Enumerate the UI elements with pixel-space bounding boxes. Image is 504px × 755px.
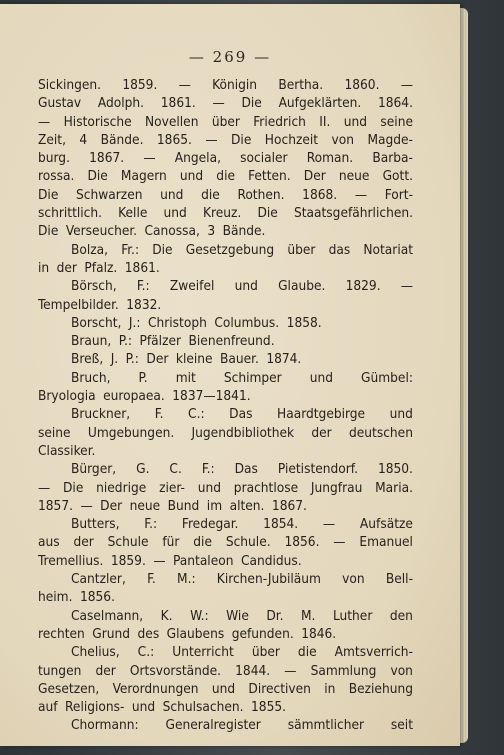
word: 1854.	[263, 516, 299, 533]
word: P.	[138, 369, 148, 386]
word: Pietistendorf.	[277, 461, 358, 478]
word: —	[400, 278, 413, 295]
word: Staatsgefährlichen.	[293, 205, 413, 222]
word: socialer	[240, 150, 288, 167]
word: Emanuel	[359, 534, 413, 551]
word: und	[343, 113, 368, 130]
text-line	[38, 588, 413, 606]
word: Zweifel	[169, 278, 215, 295]
text-line	[38, 698, 413, 716]
word: Glaubens	[166, 625, 225, 642]
word: Amtsverrich-	[334, 644, 413, 661]
word: Aufsätze	[359, 516, 413, 533]
word: Jungfrau	[310, 479, 363, 496]
word: die	[216, 168, 235, 185]
word: Bauer.	[220, 351, 259, 368]
word: und	[309, 369, 333, 386]
word: Der	[100, 497, 123, 514]
word: —	[284, 662, 297, 679]
word: K.	[160, 607, 173, 624]
word: Kirchen-Jubiläum	[216, 571, 321, 588]
text-line	[38, 296, 413, 314]
word: prachtlose	[233, 479, 299, 496]
page-text	[38, 76, 413, 735]
word: Schulsachen.	[162, 699, 244, 716]
word: 1856.	[284, 534, 320, 551]
word: —	[153, 552, 166, 569]
word: zier-	[159, 479, 185, 496]
word: 1832.	[126, 296, 162, 313]
text-line	[38, 241, 413, 259]
word: II.	[319, 113, 331, 130]
word: P.:	[118, 333, 133, 350]
word: 1860.	[344, 77, 380, 93]
word: Börsch,	[71, 278, 117, 295]
word: Gesetzen,	[38, 680, 100, 697]
word: und	[131, 699, 156, 716]
word: Bund	[167, 497, 200, 514]
word: Fr.:	[121, 241, 140, 258]
text-line	[38, 479, 413, 497]
word: F.:	[136, 278, 150, 295]
word: gefunden.	[231, 625, 294, 642]
word: neue	[129, 497, 161, 514]
word: Religions-	[65, 699, 125, 716]
text-line	[38, 607, 413, 625]
word: M.	[300, 607, 316, 624]
word: Kreuz.	[202, 205, 242, 222]
word: Jugendbibliothek	[191, 424, 295, 441]
word: auf	[38, 699, 58, 716]
word: Aufgeklärten.	[278, 95, 362, 112]
word: 1829.	[345, 278, 381, 295]
word: C.:	[137, 644, 155, 661]
word: in	[38, 259, 50, 276]
word: Chelius,	[71, 644, 120, 661]
word: —	[400, 77, 413, 93]
word: in	[324, 680, 336, 697]
word: Magde-	[367, 131, 413, 148]
word: 4	[79, 131, 88, 148]
word: F.	[154, 406, 164, 423]
word: Die	[38, 186, 59, 203]
word: Bertha.	[278, 77, 324, 93]
word: der	[56, 259, 77, 276]
word: der	[95, 662, 116, 679]
word: alten.	[229, 497, 265, 514]
word: Novellen	[145, 113, 199, 130]
text-line	[38, 460, 413, 478]
word: europaea.	[103, 388, 165, 405]
word: die	[201, 186, 220, 203]
word: neue	[338, 168, 370, 185]
word: 1859.	[110, 552, 146, 569]
text-line	[38, 643, 413, 661]
word: C.	[169, 461, 182, 478]
word: und	[234, 278, 258, 295]
text-line	[38, 625, 413, 643]
word: Hochzeit	[264, 131, 319, 148]
word: der	[311, 424, 332, 441]
word: Wie	[226, 607, 249, 624]
word: Fort-	[384, 186, 413, 203]
word: Beziehung	[348, 680, 413, 697]
word: Maria.	[375, 479, 413, 496]
word: von	[331, 131, 354, 148]
word: Glaube.	[278, 278, 326, 295]
word: Rothen.	[237, 186, 285, 203]
word: —	[38, 113, 51, 130]
word: Barba-	[372, 150, 413, 167]
word: 1837—1841.	[172, 388, 251, 405]
text-line	[38, 277, 413, 295]
word: 1868.	[302, 186, 338, 203]
word: Canossa,	[144, 223, 200, 240]
word: 1846.	[301, 625, 337, 642]
word: Bell-	[385, 571, 413, 588]
word: Cantzler,	[71, 571, 126, 588]
word: Der	[303, 168, 326, 185]
word: Sammlung	[310, 662, 377, 679]
word: tungen	[38, 662, 82, 679]
word: —	[322, 516, 336, 533]
word: Die	[257, 205, 278, 222]
word: —	[143, 150, 156, 167]
text-line	[38, 387, 413, 405]
word: Schimper	[223, 369, 282, 386]
word: Luther	[332, 607, 373, 624]
text-line	[38, 369, 413, 387]
word: Historische	[63, 113, 132, 130]
word: 1858.	[286, 314, 322, 331]
word: Sickingen.	[38, 77, 102, 93]
word: Pantaleon	[173, 552, 234, 569]
word: Der	[146, 351, 169, 368]
text-line	[38, 570, 413, 588]
text-line	[38, 94, 413, 112]
word: 1865.	[156, 131, 192, 148]
word: Bruch,	[71, 369, 111, 386]
word: 1859.	[122, 77, 158, 93]
word: Königin	[212, 77, 258, 93]
word: Roman.	[306, 150, 354, 167]
word: —	[178, 77, 191, 93]
word: Die	[231, 131, 252, 148]
word: Verordnungen	[112, 680, 199, 697]
word: die	[193, 534, 212, 551]
word: Directiven	[248, 680, 311, 697]
word: Gesetzgebung	[185, 241, 275, 258]
text-line	[38, 424, 413, 442]
word: Pfalz.	[84, 259, 118, 276]
word: aus	[38, 534, 60, 551]
word: F.:	[201, 461, 215, 478]
word: Braun,	[71, 333, 112, 350]
word: Bände.	[222, 223, 266, 240]
text-line	[38, 167, 413, 185]
word: des	[137, 625, 160, 642]
word: Gümbel:	[361, 369, 413, 386]
word: Schule	[107, 534, 149, 551]
word: heim.	[38, 589, 73, 606]
word: 1856.	[79, 589, 115, 606]
text-line	[38, 259, 413, 277]
word: M.:	[177, 571, 196, 588]
word: Grund	[92, 625, 131, 642]
word: rechten	[38, 625, 85, 642]
word: Butters,	[71, 516, 120, 533]
word: Dr.	[266, 607, 284, 624]
word: Schwarzen	[76, 186, 143, 203]
word: C.:	[188, 406, 205, 423]
word: und	[197, 479, 222, 496]
word: rossa.	[38, 168, 75, 185]
word: 1861.	[160, 95, 196, 112]
word: Columbus.	[214, 314, 280, 331]
word: Die	[38, 223, 59, 240]
text-line	[38, 680, 413, 698]
word: —	[38, 479, 51, 496]
text-line	[38, 113, 413, 131]
word: Ortsvorstände.	[129, 662, 222, 679]
word: kleine	[175, 351, 213, 368]
text-line	[38, 314, 413, 332]
text-line	[38, 131, 413, 149]
word: und	[211, 680, 236, 697]
word: Die	[87, 168, 108, 185]
word: Bände.	[100, 131, 144, 148]
word: und	[389, 406, 413, 423]
word: Das	[229, 406, 253, 423]
text-line	[38, 76, 413, 94]
word: von	[342, 571, 365, 588]
word: 1874.	[266, 351, 302, 368]
text-line	[38, 332, 413, 350]
word: —	[205, 131, 218, 148]
word: Fetten.	[248, 168, 291, 185]
text-line	[38, 350, 413, 368]
word: Classiker.	[38, 442, 96, 459]
word: W.:	[190, 607, 209, 624]
text-line	[38, 405, 413, 423]
word: Bruckner,	[71, 406, 131, 423]
word: Gott.	[382, 168, 413, 185]
text-line	[38, 149, 413, 167]
word: Christoph	[147, 314, 207, 331]
word: Fredegar.	[181, 516, 239, 533]
word: Kelle	[118, 205, 148, 222]
word: Unterricht	[172, 644, 234, 661]
word: seine	[38, 424, 71, 441]
word: mit	[175, 369, 196, 386]
word: den	[389, 607, 413, 624]
word: 1844.	[235, 662, 271, 679]
text-line	[38, 222, 413, 240]
text-line	[38, 716, 413, 734]
word: 1867.	[271, 497, 307, 514]
word: und	[160, 186, 184, 203]
text-line	[38, 497, 413, 515]
word: deutschen	[349, 424, 413, 441]
text-line	[38, 442, 413, 460]
word: Schule.	[225, 534, 271, 551]
word: Adolph.	[97, 95, 145, 112]
word: Zeit,	[38, 131, 66, 148]
word: der	[73, 534, 94, 551]
word: —	[80, 497, 93, 514]
word: über	[251, 644, 280, 661]
word: F.:	[144, 516, 158, 533]
word: G.	[136, 461, 150, 478]
word: 1850.	[377, 461, 413, 478]
word: Die	[63, 479, 84, 496]
word: P.:	[125, 351, 139, 368]
word: Bolza,	[71, 241, 109, 258]
word: und	[179, 168, 204, 185]
word: die	[297, 644, 317, 661]
word: Candidus.	[240, 552, 302, 569]
word: Bryologia	[38, 388, 96, 405]
word: Verseucher.	[65, 223, 138, 240]
word: Die	[241, 95, 262, 112]
word: Bienenfreund.	[188, 333, 275, 350]
word: schrittlich.	[38, 205, 103, 222]
word: Haardtgebirge	[277, 406, 366, 423]
word: über	[287, 241, 316, 258]
word: —	[333, 534, 346, 551]
word: Bürger,	[71, 461, 117, 478]
word: das	[328, 241, 351, 258]
word: Angela,	[174, 150, 221, 167]
word: Generalregister	[165, 717, 261, 734]
word: seine	[380, 113, 413, 130]
word: über	[211, 113, 240, 130]
word: burg.	[38, 150, 70, 167]
word: Pfälzer	[139, 333, 182, 350]
word: F.	[147, 571, 156, 588]
word: im	[206, 497, 223, 514]
word: Friedrich	[253, 113, 306, 130]
word: von	[390, 662, 413, 679]
word: Breß,	[71, 351, 104, 368]
word: Die	[152, 241, 173, 258]
word: 3	[207, 223, 216, 240]
word: Umgebungen.	[87, 424, 175, 441]
word: 1855.	[251, 699, 287, 716]
word: 1861.	[124, 259, 160, 276]
text-line	[38, 662, 413, 680]
word: niedrige	[96, 479, 147, 496]
word: J.:	[128, 314, 141, 331]
word: 1864.	[377, 95, 413, 112]
word: —	[354, 186, 368, 203]
word: Borscht,	[71, 314, 122, 331]
text-line	[38, 515, 413, 533]
word: J.	[110, 351, 119, 368]
word: Caselmann,	[71, 607, 144, 624]
text-line	[38, 552, 413, 570]
text-line	[38, 204, 413, 222]
word: Tempelbilder.	[38, 296, 119, 313]
word: 1857.	[38, 497, 73, 514]
word: sämmtlicher	[287, 717, 365, 734]
text-line	[38, 186, 413, 204]
text-line	[38, 533, 413, 551]
page-number: — 269 —	[188, 48, 272, 66]
word: Tremellius.	[38, 552, 104, 569]
book-page	[0, 4, 460, 746]
word: Chormann:	[71, 717, 139, 734]
word: Notariat	[363, 241, 413, 258]
word: für	[162, 534, 180, 551]
word: Gustav	[38, 95, 82, 112]
word: und	[163, 205, 187, 222]
word: Das	[234, 461, 258, 478]
word: 1867.	[89, 150, 125, 167]
word: Magern	[120, 168, 167, 185]
word: —	[212, 95, 225, 112]
word: seit	[390, 717, 413, 734]
